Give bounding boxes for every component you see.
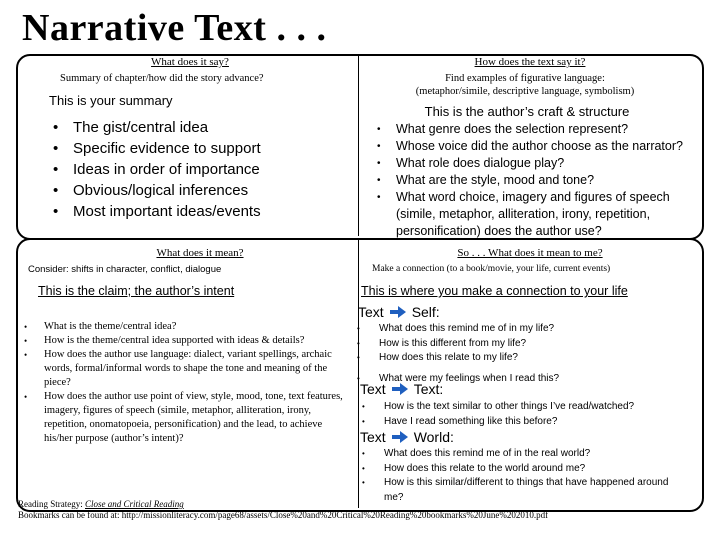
strategy-label: Reading Strategy:: [18, 499, 83, 509]
figurative-language-subheading-line1: Find examples of figurative language:: [445, 73, 605, 84]
strategy-value: Close and Critical Reading: [85, 499, 184, 509]
list-item: • Specific evidence to support: [51, 138, 351, 159]
text-to-world-list: [360, 447, 670, 505]
self-word: Self:: [411, 304, 440, 320]
list-item: • What does this remind me of in the real world?: [360, 447, 670, 462]
what-does-it-mean-heading: What does it mean?: [156, 247, 244, 259]
text-target-word: Text:: [413, 381, 444, 397]
list-item: • What word choice, imagery and figures of speech (simile, metaphor, alliteration, irony, repetition, personification) does the author use?: [374, 189, 694, 240]
bookmarks-link[interactable]: Bookmarks can be found at: http://missionliteracy.com/page68/assets/Close%20and%20Critical%20Reading%20bookmarks%20June%202010.pdf: [18, 510, 549, 520]
list-item: • What is the theme/central idea?: [22, 320, 344, 334]
what-does-it-mean-to-me-heading: So . . . What does it mean to me?: [457, 247, 603, 259]
text-to-self-heading: [358, 304, 440, 320]
list-item: • How is this different from my life?: [355, 337, 690, 352]
how-does-text-say-it-heading: How does the text say it?: [474, 56, 586, 68]
summary-label: This is your summary: [49, 93, 173, 108]
list-item: • Most important ideas/events: [51, 201, 351, 222]
list-item: • Have I read something like this before?: [360, 415, 695, 430]
what-does-it-say-heading: What does it say?: [151, 56, 229, 68]
text-word: Text: [360, 381, 386, 397]
list-item: • How does this relate to my life?: [355, 351, 690, 366]
text-to-world-heading: [360, 429, 454, 445]
craft-structure-list: [374, 121, 694, 240]
list-item: • How does the author use language: dialect, variant spellings, archaic words, formal/informal words to shape the tone and meaning of the piece?: [22, 348, 344, 390]
list-item: • How is the text similar to other things I’ve read/watched?: [360, 400, 695, 415]
list-item: • What were my feelings when I read this?: [355, 372, 690, 387]
page-title: Narrative Text . . .: [22, 7, 327, 49]
list-item: • How does the author use point of view, style, mood, tone, text features, imagery, figures of speech (simile, metaphor, alliteration, irony, repetition, onomatopoeia, personification) and the lead, to achieve his/her purpose (author’s intent)?: [22, 390, 344, 446]
list-item: • The gist/central idea: [51, 117, 351, 138]
consider-subheading: Consider: shifts in character, conflict, dialogue: [28, 264, 222, 275]
meaning-list: [22, 320, 344, 446]
right-arrow-icon: [392, 383, 408, 395]
list-item: • Ideas in order of importance: [51, 159, 351, 180]
right-arrow-icon: [392, 431, 408, 443]
right-arrow-icon: [390, 306, 406, 318]
text-word: Text: [358, 304, 384, 320]
summary-list: [51, 117, 351, 222]
text-word: Text: [360, 429, 386, 445]
list-item: • Whose voice did the author choose as the narrator?: [374, 138, 694, 155]
world-word: World:: [413, 429, 454, 445]
text-to-text-heading: [360, 381, 443, 397]
list-item: • What are the style, mood and tone?: [374, 172, 694, 189]
list-item: • What genre does the selection represent?: [374, 121, 694, 138]
connection-label: This is where you make a connection to your life: [361, 284, 628, 298]
list-item: • How does this relate to the world around me?: [360, 462, 670, 477]
claim-label: This is the claim; the author’s intent: [38, 284, 235, 298]
text-to-self-list: [355, 322, 690, 386]
reading-strategy-note: [18, 499, 498, 510]
figurative-language-subheading-line2: (metaphor/simile, descriptive language, symbolism): [415, 86, 635, 97]
make-connection-subheading: Make a connection (to a book/movie, your life, current events): [372, 264, 611, 274]
top-divider: [358, 56, 359, 236]
list-item: • How is the theme/central idea supported with ideas & details?: [22, 334, 344, 348]
list-item: • Obvious/logical inferences: [51, 180, 351, 201]
list-item: • What role does dialogue play?: [374, 155, 694, 172]
text-to-text-list: [360, 400, 695, 429]
craft-structure-label: This is the author’s craft & structure: [424, 104, 630, 119]
list-item: • How is this similar/different to things that have happened around me?: [360, 476, 670, 505]
summary-subheading: Summary of chapter/how did the story advance?: [60, 73, 264, 84]
list-item: • What does this remind me of in my life?: [355, 322, 690, 337]
